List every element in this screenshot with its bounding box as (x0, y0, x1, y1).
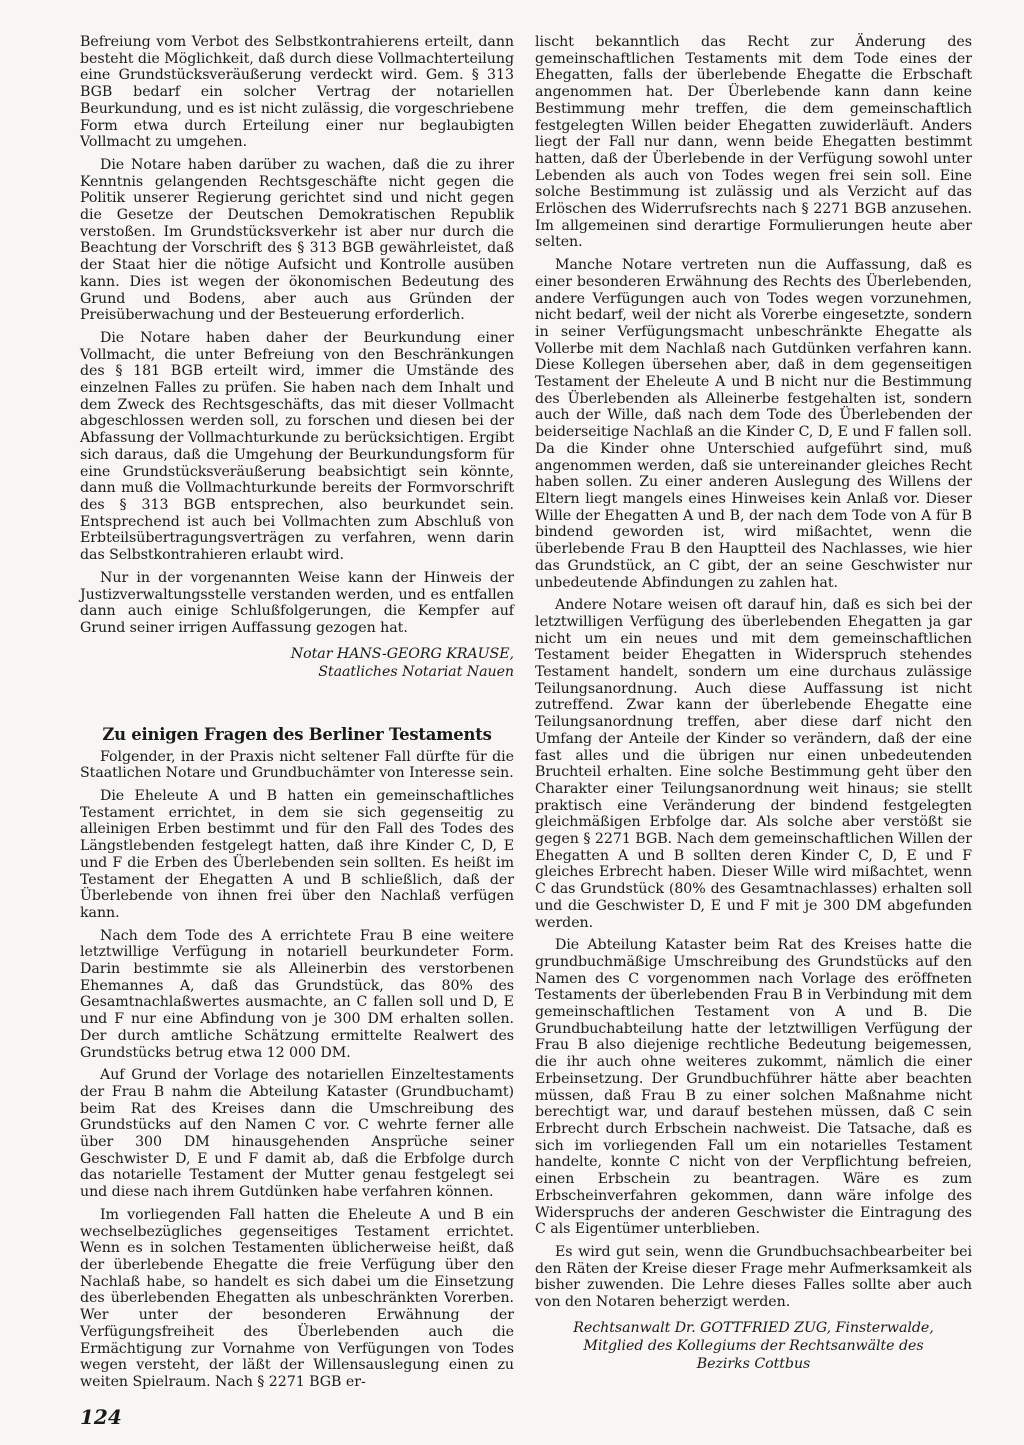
signature-affiliation: Staatliches Notariat Nauen (318, 663, 514, 680)
left-column (80, 34, 514, 1391)
article-heading: Zu einigen Fragen des Berliner Testaments (102, 724, 492, 744)
signature-affiliation: Mitglied des Kollegiums der Rechtsanwälte des (583, 1337, 924, 1354)
paragraph: Im vorliegenden Fall hatten die Eheleute A und B ein wechselbezügliches gegenseitiges Testament errichtet. Wenn es in solchen Testamenten üblicherweise heißt, daß der überlebende Ehegatte die freie Verfügung über den Nachlaß habe, so handelt es sich dabei um die Einsetzung des überlebenden Ehegatten als unbeschränkten Vorerben. Wer unter der besonderen Erwähnung der Verfügungsfreiheit des Überlebenden auch die Ermächtigung zur Vornahme von Verfügungen von Todes wegen versteht, der läßt der Willensauslegung einen zu weiten Spielraum. Nach § 2271 BGB er- (80, 1206, 514, 1390)
paragraph: Folgender, in der Praxis nicht seltener Fall dürfte für die Staatlichen Notare und Grundbuchämter von Interesse sein. (80, 748, 514, 782)
page-number: 124 (80, 1405, 122, 1429)
signature-name: Notar HANS-GEORG KRAUSE, (290, 645, 514, 662)
paragraph: Nach dem Tode des A errichtete Frau B eine weitere letztwillige Verfügung in notariell beurkundeter Form. Darin bestimmte sie als Alleinerbin des verstorbenen Ehemannes A, daß das Grundstück, das 80% des Gesamtnachlaßwertes ausmachte, an C fallen soll und D, E und F nur eine Abfindung von je 300 DM erhalten sollen. Der durch amtliche Schätzung ermittelte Realwert des Grundstücks betrug etwa 12 000 DM. (80, 927, 514, 1061)
paragraph: Nur in der vorgenannten Weise kann der Hinweis der Justizverwaltungsstelle verstanden werden, und es entfallen dann auch einige Schlußfolgerungen, die Kempfer auf Grund seiner irrigen Auffassung gezogen hat. (80, 569, 514, 636)
paragraph: Es wird gut sein, wenn die Grundbuchsachbearbeiter bei den Räten der Kreise dieser Frage mehr Aufmerksamkeit als bisher zuwenden. Die Lehre dieses Falles sollte aber auch von den Notaren beherzigt werden. (535, 1243, 972, 1311)
paragraph: Die Abteilung Kataster beim Rat des Kreises hatte die grundbuchmäßige Umschreibung des Grundstücks auf den Namen des C vorgenommen nach Vorlage des eröffneten Testaments der überlebenden Frau B in Verbindung mit dem gemeinschaftlichen Testament von A und B. Die Grundbuchabteilung hatte der letztwilligen Verfügung der Frau B also diejenige rechtliche Bedeutung beigemessen, die ihr auch ohne weiteres zukommt, nämlich die einer Erbeinsetzung. Der Grundbuchführer hätte aber beachten müssen, daß Frau B zu einer solchen Maßnahme nicht berechtigt war, und darauf bestehen müssen, daß C sein Erbrecht durch Erbschein nachweist. Die Tatsache, daß es sich im vorliegenden Fall um ein notarielles Testament handelte, konnte C nicht von der Verpflichtung befreien, einen Erbschein zu beantragen. Wäre es zum Erbscheinverfahren gekommen, dann wäre infolge des Widerspruchs der anderen Geschwister die Eintragung des C als Eigentümer unterblieben. (535, 937, 972, 1238)
paragraph: Manche Notare vertreten nun die Auffassung, daß es einer besonderen Erwähnung des Rechts des Überlebenden, andere Verfügungen auch von Todes wegen vorzunehmen, nicht bedarf, weil der nicht als Vorerbe eingesetzte, sondern in seiner Verfügungsmacht unbeschränkte Ehegatte als Vollerbe mit dem Nachlaß nach Gutdünken verfahren kann. Diese Kollegen übersehen aber, daß in dem gegenseitigen Testament der Eheleute A und B nicht nur die Bestimmung des Überlebenden als Alleinerbe festgehalten ist, sondern auch der Wille, daß nach dem Tode des Überlebenden der beiderseitige Nachlaß an die Kinder C, D, E und F fallen soll. Da die Kinder ohne Unterschied aufgeführt sind, muß angenommen werden, daß sie untereinander gleiches Recht haben sollen. Zu einer anderen Auslegung des Willens der Eltern liegt mangels eines Hinweises kein Anlaß vor. Dieser Wille der Ehegatten A und B, der nach dem Tode von A für B bindend geworden ist, wird mißachtet, wenn die überlebende Frau B den Hauptteil des Nachlasses, wie hier das Grundstück, an C gibt, der an seine Geschwister nur unbedeutende Abfindungen zu zahlen hat. (535, 257, 972, 591)
paragraph: lischt bekanntlich das Recht zur Änderung des gemeinschaftlichen Testaments mit dem Tode eines der Ehegatten, falls der überlebende Ehegatte die Erbschaft angenommen hat. Der Überlebende kann dann keine Bestimmung mehr treffen, die dem gemeinschaftlich festgelegten Willen beider Ehegatten zuwiderläuft. Anders liegt der Fall nur dann, wenn beide Ehegatten bestimmt hatten, daß der Überlebende in der Verfügung sowohl unter Lebenden als auch von Todes wegen frei sein soll. Eine solche Bestimmung ist zulässig und als Verzicht auf das Erlöschen des Widerrufsrechts nach § 2271 BGB anzusehen. Im allgemeinen sind derartige Formulierungen heute aber selten. (535, 34, 972, 251)
author-signature (80, 645, 514, 681)
paragraph: Andere Notare weisen oft darauf hin, daß es sich bei der letztwilligen Verfügung des überlebenden Ehegatten ja gar nicht um ein neues und mit dem gemeinschaftlichen Testament beider Ehegatten in Widerspruch stehendes Testament handelt, sondern um eine durchaus zulässige Teilungsanordnung. Auch diese Auffassung ist nicht zutreffend. Zwar kann der überlebende Ehegatte eine Teilungsanordnung treffen, aber diese darf nicht den Umfang der Anteile der Kinder so verändern, daß der eine fast alles und die übrigen nur einen unbedeutenden Bruchteil erhalten. Eine solche Bestimmung geht über den Charakter einer Teilungsanordnung weit hinaus; sie stellt praktisch eine Veränderung der bindend festgelegten gleichmäßigen Erbfolge dar. Als solche aber verstößt sie gegen § 2271 BGB. Nach dem gemeinschaftlichen Willen der Ehegatten A und B sollten deren Kinder C, D, E und F gleiches Erbrecht haben. Dieser Wille wird mißachtet, wenn C das Grundstück (80% des Gesamtnachlasses) erhalten soll und die Geschwister D, E und F mit je 300 DM abgefunden werden. (535, 597, 972, 931)
signature-affiliation: Bezirks Cottbus (696, 1355, 811, 1372)
paragraph: Die Eheleute A und B hatten ein gemeinschaftliches Testament errichtet, in dem sie sich gegenseitig zu alleinigen Erben bestimmt und für den Fall des Todes des Längstlebenden festgelegt hatten, daß ihre Kinder C, D, E und F die Erben des Überlebenden sein sollten. Es heißt im Testament der Ehegatten A und B schließlich, daß der Überlebende von ihnen frei über den Nachlaß verfügen kann. (80, 788, 514, 921)
paragraph: Auf Grund der Vorlage des notariellen Einzeltestaments der Frau B nahm die Abteilung Kataster (Grundbuchamt) beim Rat des Kreises dann die Umschreibung des Grundstücks auf den Namen C vor. C wehrte ferner alle über 300 DM hinausgehenden Ansprüche seiner Geschwister D, E und F damit ab, daß die Erbfolge durch das notarielle Testament der Mutter genau festgelegt sei und diese nach ihrem Gutdünken habe verfahren können. (80, 1067, 514, 1201)
paragraph: Befreiung vom Verbot des Selbstkontrahierens erteilt, dann besteht die Möglichkeit, daß durch diese Vollmachterteilung eine Grundstücksveräußerung verdeckt wird. Gem. § 313 BGB bedarf ein solcher Vertrag der notariellen Beurkundung, und es ist nicht zulässig, die vorgeschriebene Form etwa durch Erteilung einer nur beglaubigten Vollmacht zu umgehen. (80, 34, 514, 151)
signature-name: Rechtsanwalt Dr. GOTTFRIED ZUG, Finsterwalde, (573, 1319, 934, 1336)
paragraph: Die Notare haben darüber zu wachen, daß die zu ihrer Kenntnis gelangenden Rechtsgeschäfte nicht gegen die Politik unserer Regierung gerichtet sind und nicht gegen die Gesetze der Deutschen Demokratischen Republik verstoßen. Im Grundstücksverkehr ist aber nur durch die Beachtung der Vorschrift des § 313 BGB gewährleistet, daß der Staat hier die nötige Aufsicht und Kontrolle ausüben kann. Dies ist wegen der ökonomischen Bedeutung des Grund und Bodens, aber auch aus Gründen der Preisüberwachung und der Besteuerung erforderlich. (80, 156, 514, 324)
paragraph: Die Notare haben daher der Beurkundung einer Vollmacht, die unter Befreiung von den Beschränkungen des § 181 BGB erteilt wird, immer die Umstände des einzelnen Falles zu prüfen. Sie haben nach dem Inhalt und dem Zweck des Rechtsgeschäfts, das mit dieser Vollmacht abgeschlossen werden soll, zu forschen und diesen bei der Abfassung der Vollmachturkunde zu berücksichtigen. Ergibt sich daraus, daß die Umgehung der Beurkundungsform für eine Grundstücksveräußerung beabsichtigt sein könnte, dann muß die Vollmachturkunde bereits der Formvorschrift des § 313 BGB entsprechen, also beurkundet sein. Entsprechend ist auch bei Vollmachten zum Abschluß von Erbteilsübertragungsverträgen zu verfahren, wenn darin das Selbstkontrahieren erlaubt wird. (80, 329, 514, 564)
author-signature (535, 1319, 972, 1373)
right-column (535, 34, 972, 1373)
